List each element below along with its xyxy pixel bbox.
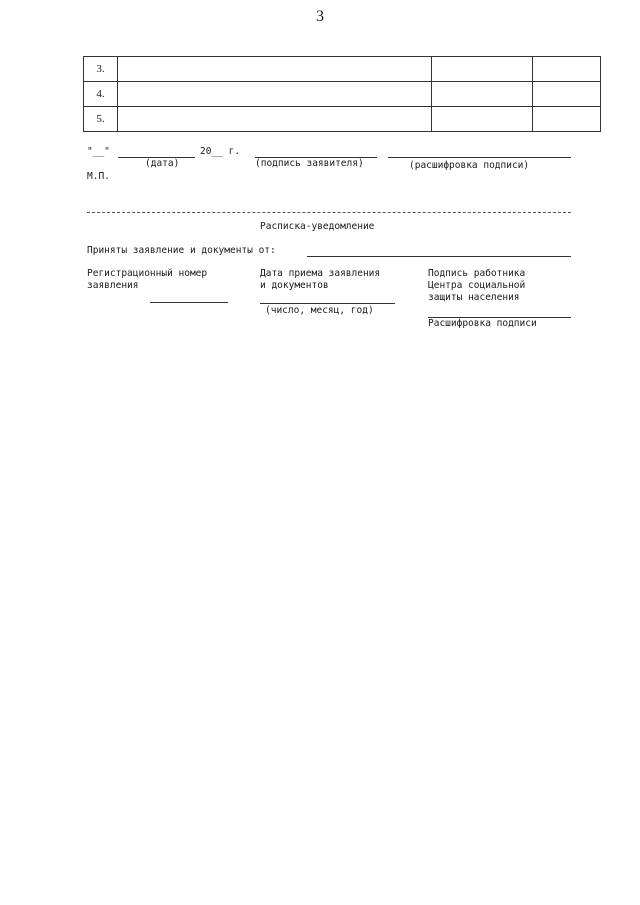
date-received-label-2: и документов	[260, 280, 329, 291]
table-cell[interactable]	[533, 107, 601, 132]
row-number: 4.	[84, 82, 118, 107]
table-cell[interactable]	[533, 57, 601, 82]
worker-signature-label-2: Центра социальной	[428, 280, 526, 291]
cut-line	[87, 212, 571, 213]
received-from-line[interactable]	[307, 256, 571, 257]
received-from-label: Приняты заявление и документы от:	[87, 245, 276, 256]
table-cell[interactable]	[118, 57, 432, 82]
applicant-table	[83, 56, 601, 132]
worker-signature-label-3: защиты населения	[428, 292, 520, 303]
date-received-label-1: Дата приема заявления	[260, 268, 381, 279]
worker-decoding-label: Расшифровка подписи	[428, 318, 537, 329]
reg-number-label-2: заявления	[87, 280, 139, 291]
row-number: 5.	[84, 107, 118, 132]
applicant-signature-label: (подпись заявителя)	[255, 158, 364, 169]
table-cell[interactable]	[432, 57, 533, 82]
worker-signature-label-1: Подпись работника	[428, 268, 526, 279]
reg-number-label-1: Регистрационный номер	[87, 268, 208, 279]
table-cell[interactable]	[533, 82, 601, 107]
receipt-title: Расписка-уведомление	[260, 221, 375, 232]
reg-number-line[interactable]	[150, 302, 228, 303]
seal-label: М.П.	[87, 171, 110, 182]
table-cell[interactable]	[432, 107, 533, 132]
year-label: 20__ г.	[200, 146, 241, 157]
page-number: 3	[316, 8, 324, 25]
date-label: (дата)	[145, 158, 180, 169]
table-row	[84, 82, 601, 107]
table-cell[interactable]	[118, 107, 432, 132]
table-cell[interactable]	[432, 82, 533, 107]
signature-decoding-label: (расшифровка подписи)	[409, 160, 530, 171]
table-row	[84, 107, 601, 132]
signature-decoding-line[interactable]	[388, 157, 571, 158]
table-row	[84, 57, 601, 82]
table-cell[interactable]	[118, 82, 432, 107]
day-quote: "__"	[87, 146, 110, 157]
row-number: 3.	[84, 57, 118, 82]
date-received-line[interactable]	[260, 303, 395, 304]
date-format-label: (число, месяц, год)	[265, 305, 374, 316]
